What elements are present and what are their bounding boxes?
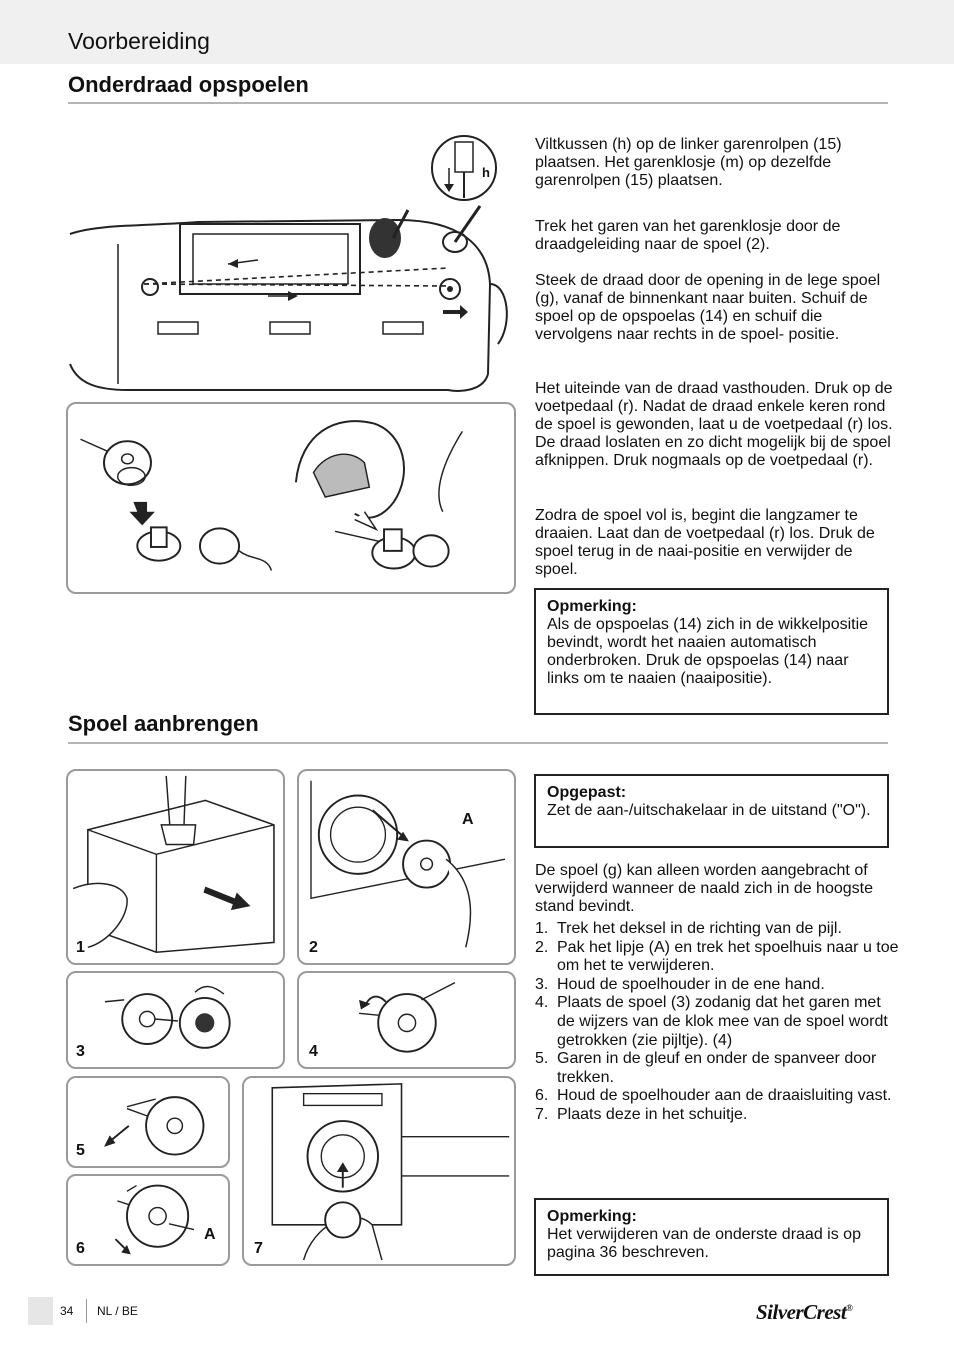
page-number: 34 — [60, 1304, 74, 1318]
list-item: 5. Garen in de gleuf en onder de spanveer door trekken. — [535, 1050, 877, 1086]
language-code: NL / BE — [97, 1304, 138, 1318]
divider — [68, 742, 888, 744]
heading-bobbin-winding: Onderdraad opspoelen — [68, 72, 309, 97]
warning-title: Opgepast: — [547, 784, 627, 801]
list-item: 6. Houd de spoelhouder aan de draaisluiting vast. — [535, 1087, 892, 1105]
page-tab — [28, 1297, 53, 1325]
para-bobbin-full: Zodra de spoel vol is, begint die langzamer te draaien. Laat dan de voetpedaal (r) los. Druk de spoel terug in de naai-positie en verwijder de spoel. — [535, 507, 875, 578]
warning-box — [534, 774, 889, 848]
note-text: Als de opspoelas (14) zich in de wikkelpositie bevindt, wordt het naaien automatisch onderbroken. Druk de opspoelas (14) naar links om te naaien (naaipositie). — [547, 616, 869, 687]
bobbin-winding-panel — [66, 402, 516, 594]
para-felt-pad: Viltkussen (h) op de linker garenrolpen (15) plaatsen. Het garenklosje (m) op dezelfde garenrolpen (15) plaatsen. — [535, 136, 842, 189]
figure-label-7: 7 — [254, 1240, 263, 1257]
heading-insert-bobbin: Spoel aanbrengen — [68, 711, 259, 736]
divider — [68, 102, 888, 104]
figure-label-2: 2 — [309, 939, 318, 956]
list-item: 3. Houd de spoelhouder in de ene hand. — [535, 975, 825, 993]
figure-label-6: 6 — [76, 1240, 85, 1257]
list-item: 4. Plaats de spoel (3) zodanig dat het garen met de wijzers van de klok mee van de spoel wordt getrokken (zie pijltje). (4) — [535, 994, 888, 1049]
note-box-2 — [534, 1198, 889, 1276]
brand-logo: SilverCrest® — [756, 1300, 853, 1324]
figure-4-insert-bobbin — [297, 971, 516, 1069]
label-h: h — [482, 165, 490, 180]
label-a-fig6: A — [204, 1226, 216, 1243]
list-item: 2. Pak het lipje (A) en trek het spoelhuis naar u toe om het te verwijderen. — [535, 938, 899, 975]
list-item: 7. Plaats deze in het schuitje. — [535, 1105, 748, 1123]
figure-label-5: 5 — [76, 1142, 85, 1159]
divider — [86, 1299, 87, 1323]
note-title: Opmerking: — [547, 598, 637, 615]
note-box-1 — [534, 588, 889, 715]
section-label: Voorbereiding — [68, 28, 210, 54]
para-pull-thread: Trek het garen van het garenklosje door de draadgeleiding naar de spoel (2). — [535, 218, 841, 253]
figure-1-remove-cover — [66, 769, 285, 965]
figure-2-remove-bobbin-case — [297, 769, 516, 965]
warning-text: Zet de aan-/uitschakelaar in de uitstand ("O"). — [547, 802, 871, 819]
figure-3-hold-bobbin-case — [66, 971, 285, 1069]
para-insert-thread: Steek de draad door de opening in de lege spoel (g), vanaf de binnenkant naar buiten. Schuif de spoel op de opspoelas (14) en schuif die vervolgens naar rechts in de spoel- positie. — [535, 272, 881, 343]
note-title: Opmerking: — [547, 1208, 637, 1225]
note-text: Het verwijderen van de onderste draad is op pagina 36 beschreven. — [547, 1226, 861, 1261]
figure-6-hold-latch — [66, 1174, 230, 1266]
para-hold-thread: Het uiteinde van de draad vasthouden. Druk op de voetpedaal (r). Nadat de draad enkele keren rond de spoel is gewonden, laat u de voetpedaal (r) los. De draad loslaten en zo dicht mogelijk bij de spoel afknippen. Druk nogmaals op de voetpedaal (r). — [535, 380, 893, 469]
figure-5-thread-slot — [66, 1076, 230, 1168]
figure-label-1: 1 — [76, 939, 85, 956]
machine-top-illustration — [68, 134, 520, 392]
figure-label-4: 4 — [309, 1043, 318, 1060]
para-intro: De spoel (g) kan alleen worden aangebracht of verwijderd wanneer de naald zich in de hoogste stand bevindt. — [535, 862, 873, 915]
figure-7-place-in-shuttle — [242, 1076, 516, 1266]
figure-label-3: 3 — [76, 1043, 85, 1060]
steps-list — [535, 920, 900, 1125]
list-item: 1. Trek het deksel in de richting van de pijl. — [535, 920, 842, 937]
label-a-fig2: A — [462, 811, 474, 828]
